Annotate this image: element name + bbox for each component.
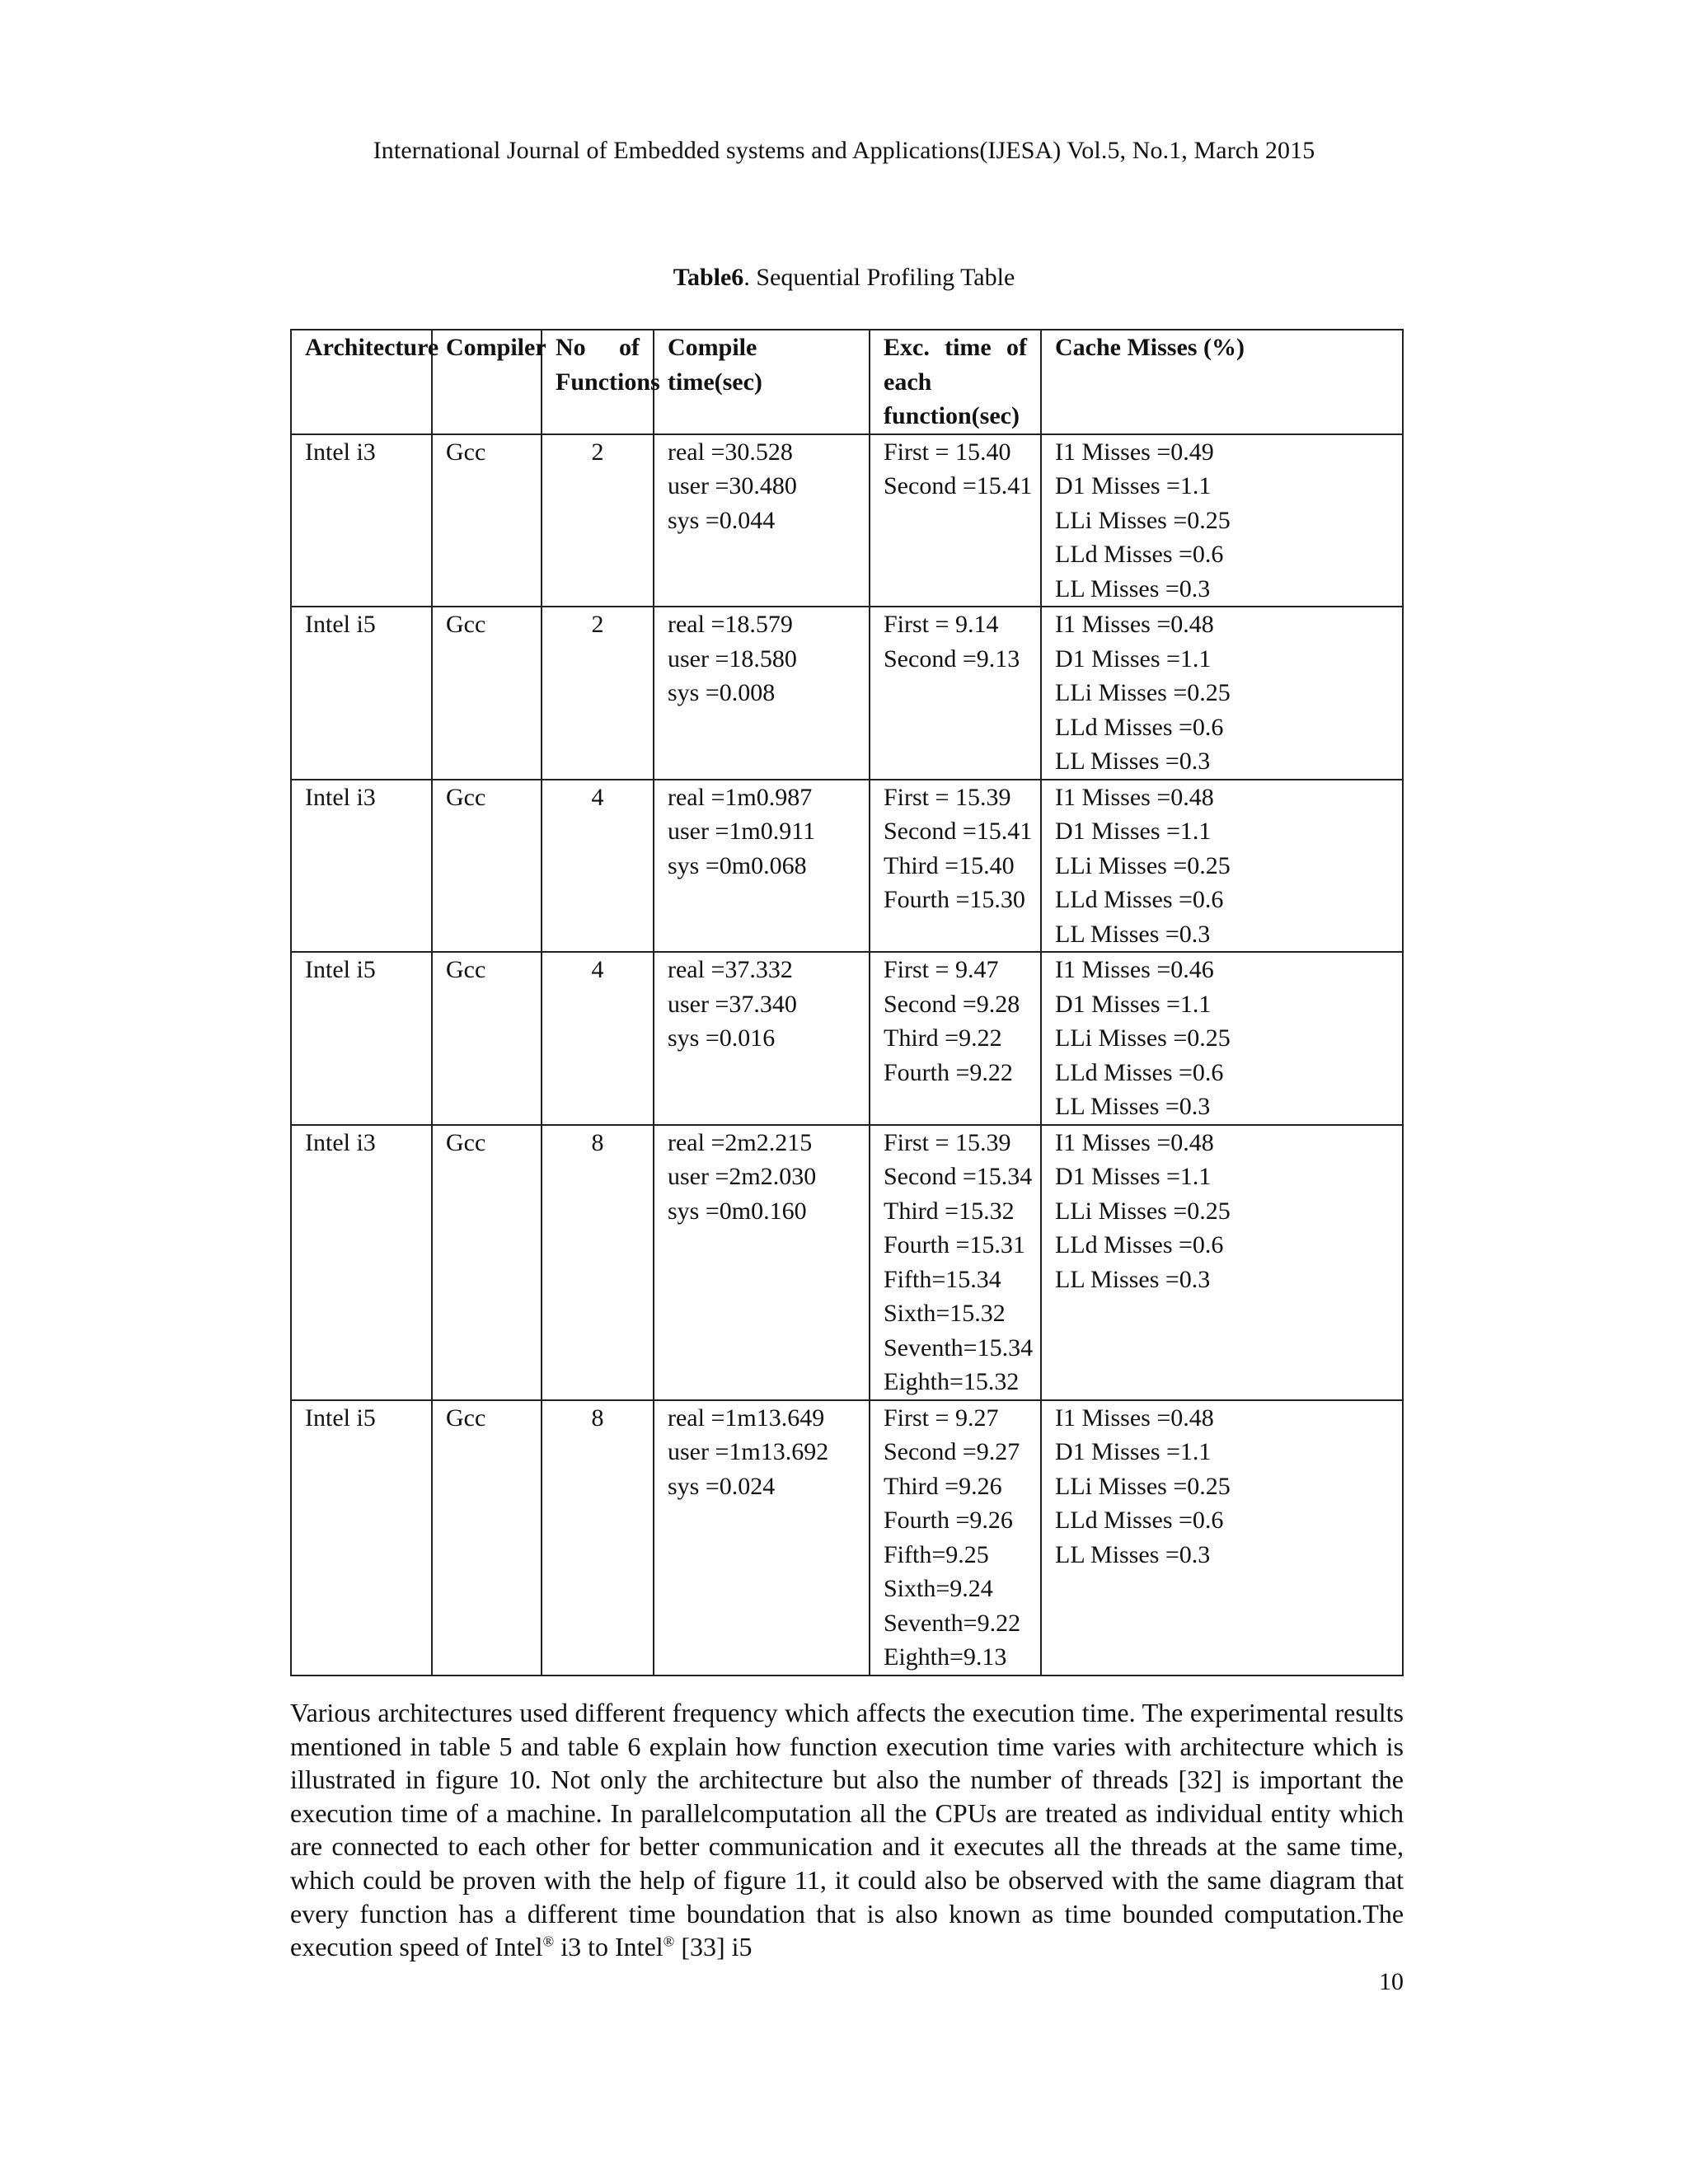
cache-miss-line: LLi Misses =0.25: [1055, 1197, 1231, 1225]
cell-compile-time: [654, 1400, 870, 1675]
compile-time-line: sys =0.008: [668, 679, 776, 706]
cell-compile-time: [654, 952, 870, 1125]
sequential-profiling-table: [290, 329, 1404, 1676]
header-architecture: Architecture: [291, 330, 432, 434]
cell-no-of-functions: 8: [542, 1125, 654, 1400]
cell-compile-time: [654, 1125, 870, 1400]
header-exc-word-5: function(sec): [884, 402, 1020, 429]
exc-time-line: Fourth =9.22: [884, 1058, 1013, 1086]
registered-mark: ®: [663, 1933, 675, 1950]
exc-time-line: Third =9.22: [884, 1024, 1002, 1052]
table-row: [291, 1125, 1403, 1400]
cache-miss-line: I1 Misses =0.48: [1055, 1404, 1214, 1432]
exc-time-line: Second =9.13: [884, 644, 1020, 673]
exc-time-line: First = 15.40: [884, 438, 1011, 466]
header-nof-word-3: Functions: [556, 368, 660, 396]
cell-compile-time: [654, 780, 870, 953]
header-compiler: Compiler: [432, 330, 542, 434]
exc-time-line: Fourth =15.31: [884, 1231, 1025, 1258]
exc-time-line: First = 15.39: [884, 783, 1011, 811]
exc-time-line: Eighth=15.32: [884, 1368, 1020, 1395]
cell-architecture: Intel i5: [291, 607, 432, 780]
registered-mark: ®: [542, 1933, 555, 1950]
header-no-of-functions: [542, 330, 660, 434]
cell-architecture: Intel i5: [291, 952, 432, 1125]
cache-miss-line: LLd Misses =0.6: [1055, 886, 1224, 913]
cell-compile-time: [654, 607, 870, 780]
exc-time-line: First = 9.27: [884, 1404, 999, 1432]
cache-miss-line: LLd Misses =0.6: [1055, 1058, 1224, 1086]
paragraph-last-line-c: [33] i5: [674, 1932, 753, 1962]
cell-architecture: Intel i3: [291, 1125, 432, 1400]
paragraph-last-line-b: i3 to Intel: [554, 1932, 663, 1962]
exc-time-line: Third =15.32: [884, 1197, 1015, 1225]
compile-time-line: sys =0m0.068: [668, 851, 807, 879]
cache-miss-line: LLd Misses =0.6: [1055, 1507, 1224, 1534]
cell-architecture: Intel i5: [291, 1400, 432, 1675]
exc-time-line: Fourth =15.30: [884, 886, 1025, 913]
cell-cache-misses: [1041, 1125, 1403, 1400]
table-row: [291, 952, 1403, 1125]
table-caption-text: . Sequential Profiling Table: [743, 264, 1015, 291]
cache-miss-line: LL Misses =0.3: [1055, 574, 1211, 602]
cell-no-of-functions: 4: [542, 952, 654, 1125]
cache-miss-line: D1 Misses =1.1: [1055, 1438, 1212, 1465]
exc-time-line: Seventh=15.34: [884, 1333, 1034, 1361]
cell-exc-time: [870, 1400, 1041, 1675]
body-paragraph: [290, 1696, 1404, 1964]
cache-miss-line: D1 Misses =1.1: [1055, 472, 1212, 499]
cell-cache-misses: [1041, 780, 1403, 953]
exc-time-line: Sixth=15.32: [884, 1300, 1006, 1327]
table-header-row: [291, 330, 1403, 434]
cache-miss-line: LLi Misses =0.25: [1055, 851, 1231, 879]
compile-time-line: sys =0.016: [668, 1024, 776, 1052]
cell-exc-time: [870, 607, 1041, 780]
exc-time-line: First = 15.39: [884, 1128, 1011, 1156]
cache-miss-line: LLi Misses =0.25: [1055, 1024, 1231, 1052]
exc-time-line: Second =15.41: [884, 818, 1033, 845]
table-caption-label: Table6: [673, 264, 744, 291]
cache-miss-line: D1 Misses =1.1: [1055, 1163, 1212, 1190]
cache-miss-line: LL Misses =0.3: [1055, 1540, 1211, 1568]
header-exc-word-4: each: [884, 368, 932, 396]
cell-compiler: Gcc: [432, 1125, 542, 1400]
compile-time-line: sys =0m0.160: [668, 1197, 807, 1225]
exc-time-line: Seventh=9.22: [884, 1609, 1021, 1637]
header-cache-misses: Cache Misses (%): [1041, 330, 1403, 434]
exc-time-line: Second =15.41: [884, 472, 1033, 499]
exc-time-line: Second =9.27: [884, 1438, 1020, 1465]
table-row: [291, 434, 1403, 607]
header-exc-word-2: time: [945, 334, 992, 361]
exc-time-line: Fifth=9.25: [884, 1540, 989, 1568]
cell-compiler: Gcc: [432, 434, 542, 607]
compile-time-line: sys =0.024: [668, 1472, 776, 1500]
cell-cache-misses: [1041, 434, 1403, 607]
compile-time-line: sys =0.044: [668, 506, 776, 534]
cell-exc-time: [870, 434, 1041, 607]
compile-time-line: real =1m13.649: [668, 1404, 825, 1432]
table-body: [291, 434, 1403, 1675]
cache-miss-line: LL Misses =0.3: [1055, 1265, 1211, 1293]
exc-time-line: Third =15.40: [884, 851, 1015, 879]
cache-miss-line: LL Misses =0.3: [1055, 1093, 1211, 1120]
cache-miss-line: I1 Misses =0.48: [1055, 611, 1214, 638]
exc-time-line: Fourth =9.26: [884, 1507, 1013, 1534]
exc-time-line: Second =15.34: [884, 1163, 1033, 1190]
header-nof-word-1: No: [556, 334, 586, 361]
cache-miss-line: I1 Misses =0.48: [1055, 1128, 1214, 1156]
cell-compile-time: [654, 434, 870, 607]
exc-time-line: Second =9.28: [884, 990, 1020, 1018]
cell-cache-misses: [1041, 952, 1403, 1125]
exc-time-line: Eighth=9.13: [884, 1643, 1007, 1671]
cache-miss-line: LLi Misses =0.25: [1055, 679, 1231, 706]
exc-time-line: Fifth=15.34: [884, 1265, 1001, 1293]
paragraph-text: Various architectures used different frequency which affects the execution time. The experimental results mentioned in table 5 and table 6 explain how function execution time varies with architecture which is illustrated in figure 10. Not only the architecture but also the number of threads [32] is important the execution time of a machine. In parallelcomputation all the CPUs are treated as individual entity which are connected to each other for better communication and it executes all the threads at the same time, which could be proven with the help of figure 11, it could also be observed with the same diagram that every function has a different time boundation: [290, 1698, 1404, 1929]
table-row: [291, 607, 1403, 780]
cell-cache-misses: [1041, 607, 1403, 780]
compile-time-line: real =37.332: [668, 956, 793, 983]
header-compile-time: Compile time(sec): [654, 330, 870, 434]
cache-miss-line: LLd Misses =0.6: [1055, 713, 1224, 741]
cell-compiler: Gcc: [432, 952, 542, 1125]
cache-miss-line: LL Misses =0.3: [1055, 920, 1211, 948]
page-number: 10: [1379, 1968, 1404, 1995]
cache-miss-line: LLd Misses =0.6: [1055, 1231, 1224, 1258]
compile-time-line: real =2m2.215: [668, 1128, 813, 1156]
running-header: International Journal of Embedded systems and Applications(IJESA) Vol.5, No.1, March 2015: [373, 137, 1315, 164]
cell-compiler: Gcc: [432, 607, 542, 780]
cache-miss-line: I1 Misses =0.48: [1055, 783, 1214, 811]
cell-architecture: Intel i3: [291, 780, 432, 953]
cell-no-of-functions: 8: [542, 1400, 654, 1675]
cell-cache-misses: [1041, 1400, 1403, 1675]
exc-time-line: Third =9.26: [884, 1472, 1002, 1500]
header-nof-word-2: of: [619, 334, 640, 361]
cell-exc-time: [870, 780, 1041, 953]
cache-miss-line: D1 Misses =1.1: [1055, 644, 1212, 673]
cell-no-of-functions: 2: [542, 607, 654, 780]
cell-compiler: Gcc: [432, 780, 542, 953]
compile-time-line: user =1m0.911: [668, 818, 816, 845]
compile-time-line: user =37.340: [668, 990, 797, 1018]
header-exc-word-3: of: [1006, 334, 1027, 361]
exc-time-line: First = 9.14: [884, 611, 999, 638]
table-row: [291, 780, 1403, 953]
header-exc-word-1: Exc.: [884, 334, 930, 361]
compile-time-line: real =30.528: [668, 438, 793, 466]
cache-miss-line: D1 Misses =1.1: [1055, 818, 1212, 845]
cache-miss-line: LLi Misses =0.25: [1055, 506, 1231, 534]
cell-architecture: Intel i3: [291, 434, 432, 607]
compile-time-line: real =1m0.987: [668, 783, 813, 811]
cache-miss-line: LLi Misses =0.25: [1055, 1472, 1231, 1500]
compile-time-line: user =30.480: [668, 472, 797, 499]
cell-exc-time: [870, 1125, 1041, 1400]
cell-no-of-functions: 4: [542, 780, 654, 953]
cell-exc-time: [870, 952, 1041, 1125]
exc-time-line: Sixth=9.24: [884, 1575, 993, 1602]
exc-time-line: First = 9.47: [884, 956, 999, 983]
cell-compiler: Gcc: [432, 1400, 542, 1675]
cache-miss-line: I1 Misses =0.49: [1055, 438, 1214, 466]
compile-time-line: user =1m13.692: [668, 1438, 829, 1465]
cache-miss-line: LLd Misses =0.6: [1055, 541, 1224, 568]
cache-miss-line: I1 Misses =0.46: [1055, 956, 1214, 983]
cell-no-of-functions: 2: [542, 434, 654, 607]
cache-miss-line: D1 Misses =1.1: [1055, 990, 1212, 1018]
paragraph-last-line-a: that is also known as time bounded computation.The execution speed of Intel: [290, 1898, 1404, 1962]
compile-time-line: user =2m2.030: [668, 1163, 817, 1190]
cache-miss-line: LL Misses =0.3: [1055, 748, 1211, 775]
compile-time-line: real =18.579: [668, 611, 793, 638]
compile-time-line: user =18.580: [668, 644, 797, 673]
table-row: [291, 1400, 1403, 1675]
table-caption: [0, 264, 1688, 292]
header-exc-time: [870, 330, 1041, 434]
